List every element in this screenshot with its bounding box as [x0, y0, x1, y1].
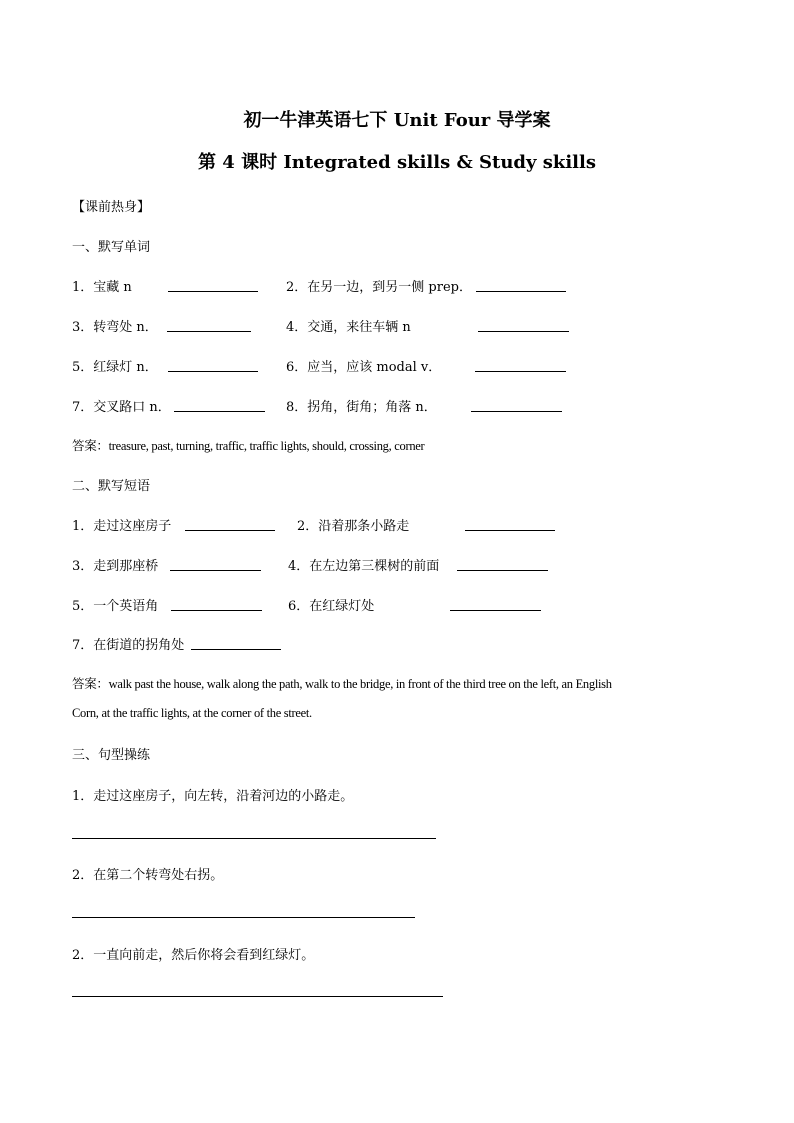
- word-blank-6[interactable]: [475, 371, 566, 372]
- sentence-item-2: 2．在第二个转弯处右拐。: [72, 868, 224, 883]
- word-blank-5[interactable]: [168, 371, 258, 372]
- sentence-item-1: 1．走过这座房子，向左转，沿着河边的小路走。: [72, 789, 354, 804]
- phrase-blank-5[interactable]: [171, 610, 262, 611]
- word-blank-8[interactable]: [471, 411, 562, 412]
- answer-label: 答案：: [72, 438, 109, 453]
- word-blank-1[interactable]: [168, 291, 258, 292]
- word-item-8: 8．拐角，街角；角落 n．: [286, 400, 437, 415]
- word-item-4: 4．交通，来往车辆 n: [286, 320, 411, 335]
- word-item-3: 3．转弯处 n．: [72, 320, 158, 335]
- sentence-item-3: 2．一直向前走，然后你将会看到红绿灯。: [72, 948, 315, 963]
- phrase-item-5: 5．一个英语角: [72, 599, 159, 614]
- section2-answer-line2: Corn, at the traffic lights, at the corner of the street.: [72, 706, 312, 720]
- warmup-heading: 【课前热身】: [72, 200, 151, 215]
- answer-text: walk past the house, walk along the path, walk to the bridge, in front of the third tree on the left, an English: [108, 677, 612, 691]
- sentence-answer-line-3[interactable]: [72, 996, 443, 997]
- word-blank-7[interactable]: [174, 411, 265, 412]
- phrase-item-6: 6．在红绿灯处: [288, 599, 375, 614]
- sentence-answer-line-2[interactable]: [72, 917, 415, 918]
- phrase-item-2: 2．沿着那条小路走: [297, 519, 410, 534]
- phrase-item-1: 1．走过这座房子: [72, 519, 172, 534]
- phrase-blank-2[interactable]: [465, 530, 555, 531]
- word-blank-2[interactable]: [476, 291, 566, 292]
- word-item-7: 7．交叉路口 n．: [72, 400, 171, 415]
- answer-text: treasure, past, turning, traffic, traffic lights, should, crossing, corner: [108, 439, 425, 453]
- phrase-blank-1[interactable]: [185, 530, 275, 531]
- word-item-2: 2．在另一边，到另一侧 prep．: [286, 280, 472, 295]
- section3-heading: 三、句型操练: [72, 748, 151, 763]
- phrase-item-3: 3．走到那座桥: [72, 559, 159, 574]
- word-blank-3[interactable]: [167, 331, 251, 332]
- word-item-6: 6．应当，应该 modal v．: [286, 360, 442, 375]
- word-blank-4[interactable]: [478, 331, 569, 332]
- answer-label: 答案：: [72, 676, 109, 691]
- phrase-blank-7[interactable]: [191, 649, 281, 650]
- section1-heading: 一、默写单词: [72, 240, 151, 255]
- section1-answer: [72, 436, 424, 454]
- section2-heading: 二、默写短语: [72, 479, 151, 494]
- word-item-1: 1．宝藏 n: [72, 280, 132, 295]
- phrase-blank-4[interactable]: [457, 570, 548, 571]
- sentence-answer-line-1[interactable]: [72, 838, 436, 839]
- phrase-blank-6[interactable]: [450, 610, 541, 611]
- section2-answer-line1: [72, 674, 612, 692]
- phrase-item-4: 4．在左边第三棵树的前面: [288, 559, 440, 574]
- page-title: 初一牛津英语七下 Unit Four 导学案: [243, 110, 551, 131]
- word-item-5: 5．红绿灯 n．: [72, 360, 158, 375]
- phrase-item-7: 7．在街道的拐角处: [72, 638, 185, 653]
- phrase-blank-3[interactable]: [170, 570, 261, 571]
- page-subtitle: 第 4 课时 Integrated skills & Study skills: [198, 152, 596, 173]
